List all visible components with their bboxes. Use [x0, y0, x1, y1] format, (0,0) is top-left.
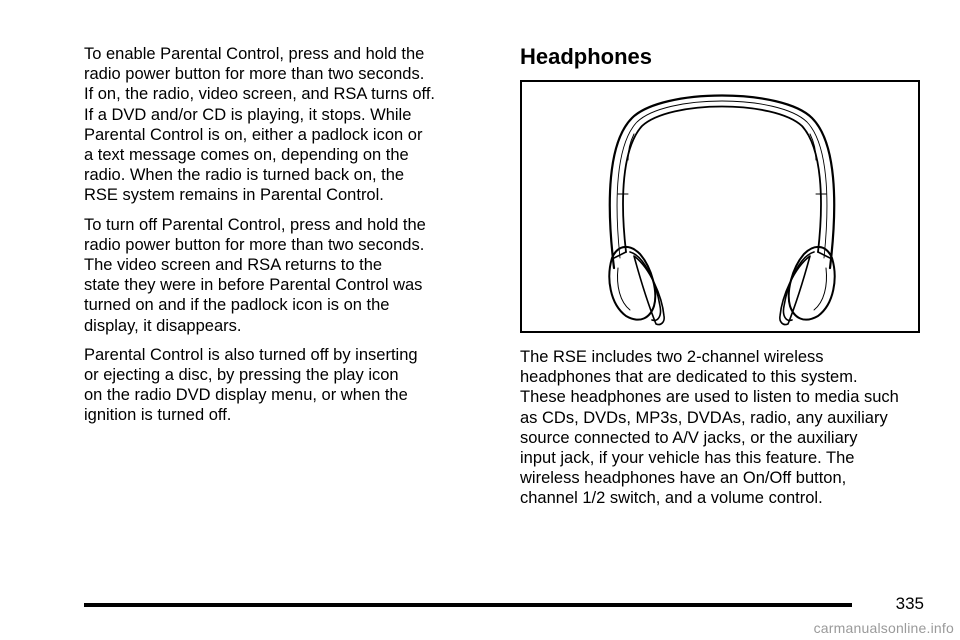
text-line: radio. When the radio is turned back on, the: [84, 166, 405, 185]
text-line: as CDs, DVDs, MP3s, DVDAs, radio, any auxiliary: [520, 408, 888, 427]
text-line: radio power button for more than two seconds.: [84, 65, 425, 84]
text-line: Parental Control is also turned off by inserting: [84, 345, 418, 364]
section-heading: Headphones: [520, 44, 653, 69]
paragraph-disc-parental-control: [84, 345, 484, 426]
text-line: channel 1/2 switch, and a volume control.: [520, 489, 823, 508]
left-column: [84, 44, 484, 435]
text-line: turned on and if the padlock icon is on the: [84, 296, 390, 315]
wireless-headphones-icon: [522, 82, 918, 331]
text-line: The RSE includes two 2-channel wireless: [520, 348, 824, 366]
watermark: carmanualsonline.info: [813, 620, 954, 636]
text-line: state they were in before Parental Control was: [84, 276, 423, 295]
paragraph-headphones-description: [520, 347, 925, 509]
text-line: source connected to A/V jacks, or the auxiliary: [520, 428, 858, 447]
text-line: These headphones are used to listen to media such: [520, 388, 899, 407]
text-line: To enable Parental Control, press and hold the: [84, 45, 425, 63]
text-line: ignition is turned off.: [84, 406, 232, 425]
text-line: display, it disappears.: [84, 316, 242, 335]
text-line: Parental Control is on, either a padlock icon or: [84, 125, 423, 144]
page-number: 335: [895, 594, 924, 613]
headphones-figure: [520, 80, 920, 333]
paragraph-enable-parental-control: [84, 44, 484, 206]
text-line: on the radio DVD display menu, or when the: [84, 386, 408, 405]
footer-rule: [84, 603, 852, 607]
text-line: a text message comes on, depending on the: [84, 146, 409, 165]
paragraph-turn-off-parental-control: [84, 215, 484, 336]
text-line: input jack, if your vehicle has this feature. The: [520, 449, 855, 468]
text-line: If on, the radio, video screen, and RSA turns off.: [84, 85, 435, 104]
text-line: RSE system remains in Parental Control.: [84, 186, 384, 205]
text-line: The video screen and RSA returns to the: [84, 256, 383, 275]
right-column: [520, 44, 925, 518]
text-line: If a DVD and/or CD is playing, it stops. While: [84, 105, 412, 124]
text-line: To turn off Parental Control, press and hold the: [84, 215, 426, 234]
text-line: radio power button for more than two seconds.: [84, 235, 425, 254]
text-line: or ejecting a disc, by pressing the play icon: [84, 366, 399, 385]
text-line: headphones that are dedicated to this system.: [520, 368, 858, 387]
text-line: wireless headphones have an On/Off button,: [520, 469, 847, 488]
